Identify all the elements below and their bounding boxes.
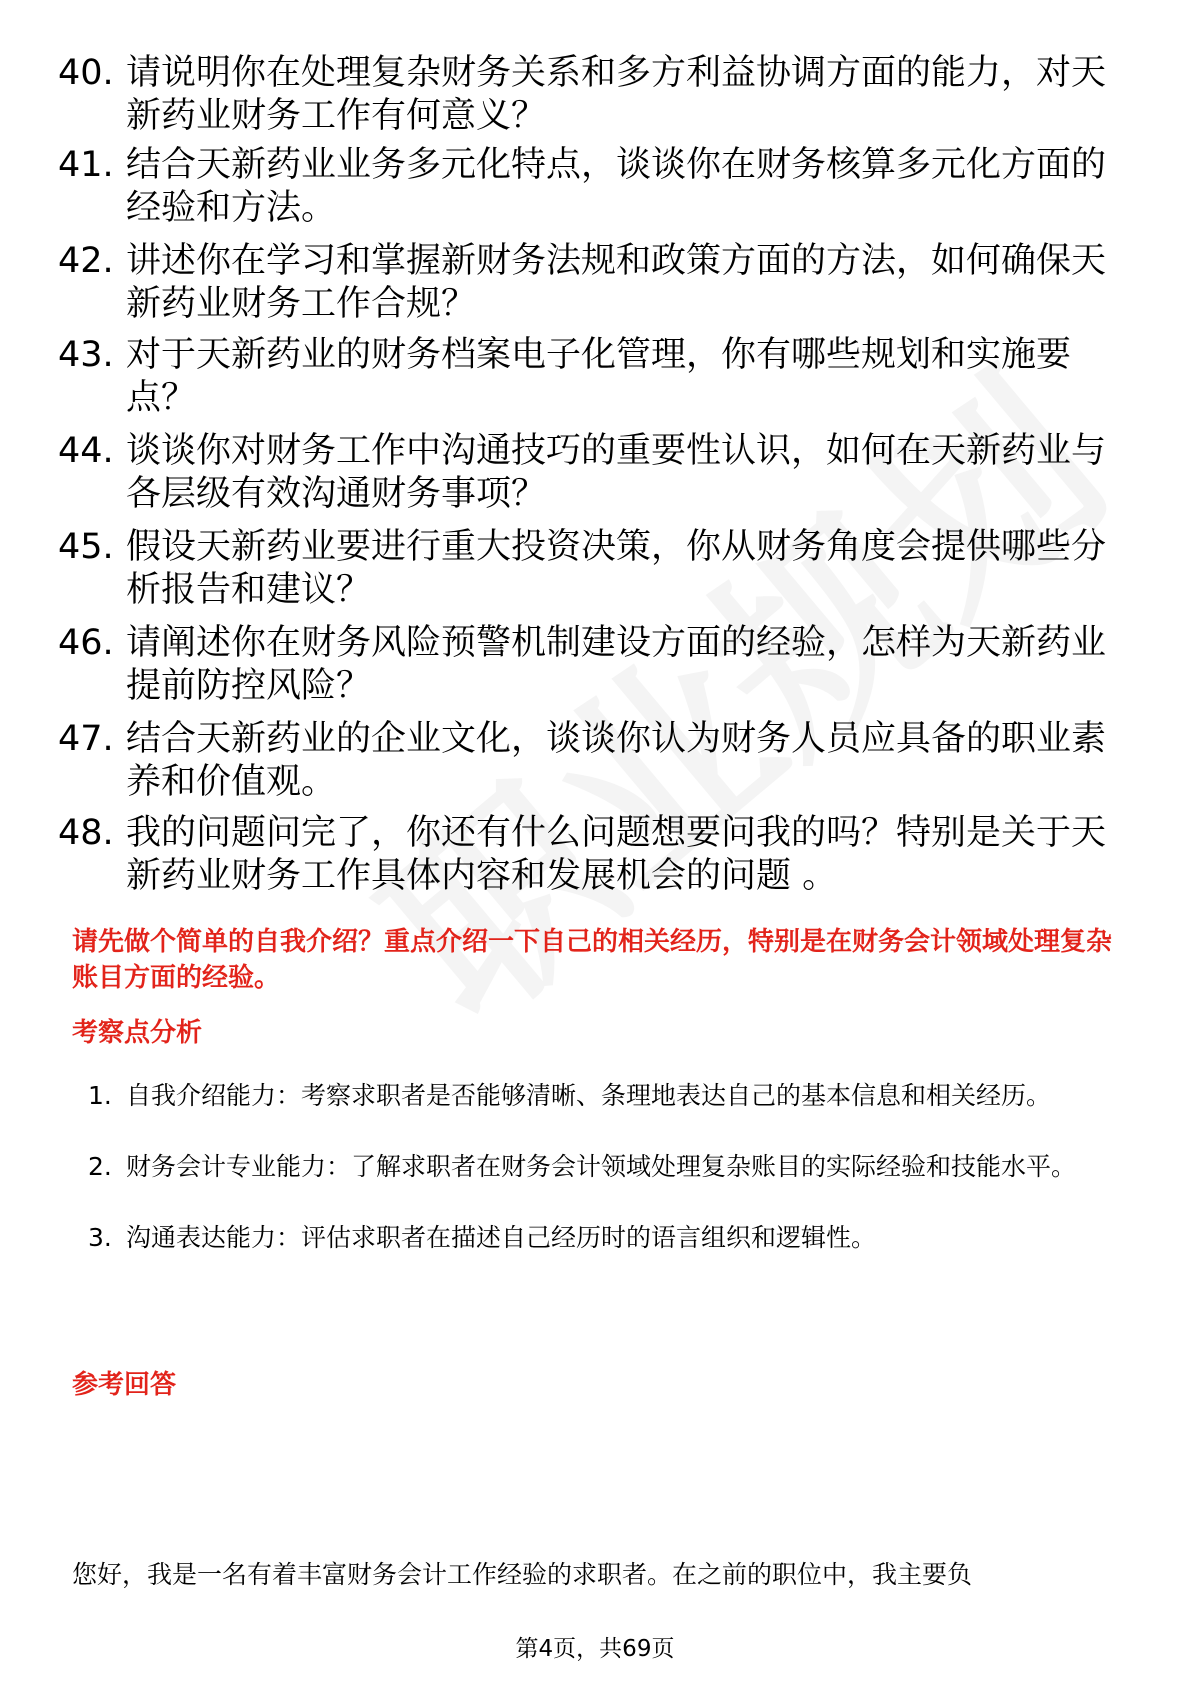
featured-question: 请先做个简单的自我介绍？重点介绍一下自己的相关经历，特别是在财务会计领域处理复杂账目方面的经验。 — [72, 927, 1113, 993]
question-item — [58, 52, 1138, 138]
question-number: 48. — [58, 813, 114, 853]
question-number: 42. — [58, 241, 114, 281]
list-item-number: 1. — [88, 1081, 112, 1110]
question-number: 43. — [58, 335, 114, 375]
question-item — [58, 718, 1138, 804]
answer-text: 您好，我是一名有着丰富财务会计工作经验的求职者。在之前的职位中，我主要负 — [72, 1560, 973, 1589]
page-footer: 第4页，共69页 — [515, 1636, 675, 1662]
list-item — [88, 1210, 1128, 1265]
question-number: 45. — [58, 527, 114, 567]
question-text: 结合天新药业的企业文化，谈谈你认为财务人员应具备的职业素养和价值观。 — [126, 719, 1107, 802]
question-text: 结合天新药业业务多元化特点，谈谈你在财务核算多元化方面的经验和方法。 — [126, 145, 1107, 228]
list-item-number: 2. — [88, 1152, 112, 1181]
question-number: 47. — [58, 719, 114, 759]
question-text: 谈谈你对财务工作中沟通技巧的重要性认识，如何在天新药业与各层级有效沟通财务事项？ — [126, 431, 1107, 514]
question-text: 我的问题问完了，你还有什么问题想要问我的吗？特别是关于天新药业财务工作具体内容和发展机会的问题 。 — [126, 813, 1107, 896]
list-item-text: 自我介绍能力：考察求职者是否能够清晰、条理地表达自己的基本信息和相关经历。 — [126, 1081, 1052, 1110]
question-number: 44. — [58, 431, 114, 471]
question-number: 40. — [58, 53, 114, 93]
list-item-number: 3. — [88, 1223, 112, 1252]
question-number: 46. — [58, 623, 114, 663]
question-text: 讲述你在学习和掌握新财务法规和政策方面的方法，如何确保天新药业财务工作合规？ — [126, 241, 1107, 324]
answer-heading: 参考回答 — [72, 1370, 177, 1400]
question-text: 请阐述你在财务风险预警机制建设方面的经验，怎样为天新药业提前防控风险？ — [126, 623, 1107, 706]
list-item — [88, 1139, 1128, 1194]
question-text: 假设天新药业要进行重大投资决策，你从财务角度会提供哪些分析报告和建议？ — [126, 527, 1107, 610]
list-item-text: 财务会计专业能力：了解求职者在财务会计领域处理复杂账目的实际经验和技能水平。 — [126, 1152, 1077, 1181]
list-item-text: 沟通表达能力：评估求职者在描述自己经历时的语言组织和逻辑性。 — [126, 1223, 877, 1252]
question-item — [58, 812, 1138, 898]
question-number: 41. — [58, 145, 114, 185]
question-item — [58, 430, 1138, 516]
question-text: 请说明你在处理复杂财务关系和多方利益协调方面的能力，对天新药业财务工作有何意义？ — [126, 53, 1107, 136]
question-item — [58, 526, 1138, 612]
question-item — [58, 622, 1138, 708]
question-text: 对于天新药业的财务档案电子化管理，你有哪些规划和实施要点？ — [126, 335, 1072, 418]
analysis-heading: 考察点分析 — [72, 1018, 203, 1048]
analysis-list — [88, 1068, 1128, 1281]
question-item — [58, 334, 1138, 420]
list-item — [88, 1068, 1128, 1123]
question-item — [58, 240, 1138, 326]
question-item — [58, 144, 1138, 230]
